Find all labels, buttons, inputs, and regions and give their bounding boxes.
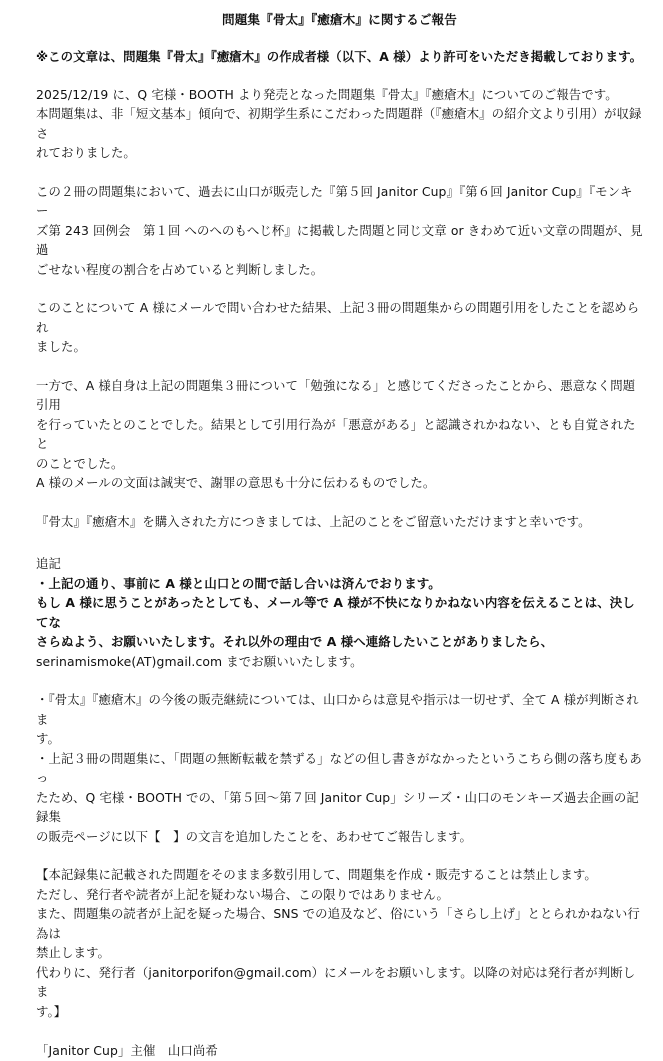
postscript-item-notice-added [36, 749, 643, 847]
postscript-section [36, 554, 643, 671]
quoted-terms-line: す。】 [36, 1003, 67, 1019]
quoted-terms [36, 865, 643, 1021]
buyer-notice-paragraph [36, 512, 643, 532]
quoted-terms-line: また、問題集の読者が上記を疑った場合、SNS での追及など、俗にいう「さらし上げ」ととられかねない行為は [36, 906, 640, 941]
inquiry-paragraph [36, 298, 643, 357]
postscript-item-line: の販売ページに以下【 】の文言を追加したことを、あわせてご報告します。 [36, 828, 472, 844]
postscript-item-line: ・上記３冊の問題集に、「問題の無断転載を禁ずる」などの但し書きがなかったというこちら側の落ち度もあっ [36, 750, 642, 785]
intent-line: を行っていたとのことでした。結果として引用行為が「悪意がある」と認識されかねない、とも自覚されたと [36, 416, 636, 451]
postscript-item-sales [36, 690, 643, 749]
intro-line: 本問題集は、非「短文基本」傾向で、初期学生系にこだわった問題群（『癒瘡木』の紹介文より引用）が収録さ [36, 106, 642, 141]
contact-email-line: serinamismoke(AT)gmail.com までお願いいたします。 [36, 653, 363, 669]
finding-paragraph [36, 182, 643, 280]
document-title: 問題集『骨太』『癒瘡木』に関するご報告 [222, 12, 457, 27]
postscript-bold-line: もし A 様に思うことがあったとしても、メール等で A 様が不快になりかねない内容を伝えることは、決してな [36, 595, 635, 630]
postscript-item-line: ・『骨太』『癒瘡木』の今後の販売継続については、山口からは意見や指示は一切せず、全て A 様が判断されま [36, 692, 639, 727]
inquiry-line: ました。 [36, 339, 86, 354]
quoted-terms-line: ただし、発行者や読者が上記を疑わない場合、この限りではありません。 [36, 886, 449, 902]
finding-line: ごせない程度の割合を占めていると判断しました。 [36, 261, 324, 277]
finding-line: この２冊の問題集において、過去に山口が販売した『第５回 Janitor Cup』『第６回 Janitor Cup』『モンキー [36, 183, 633, 218]
postscript-bold-line: ・上記の通り、事前に A 様と山口との間で話し合いは済んでおります。 [36, 575, 441, 591]
signature [36, 1041, 643, 1061]
quoted-terms-line: 禁止します。 [36, 945, 110, 960]
intent-line: A 様のメールの文面は誠実で、謝罪の意思も十分に伝わるものでした。 [36, 475, 436, 490]
postscript-bold-line: さらぬよう、お願いいたします。それ以外の理由で A 様へ連絡したいことがありましたら、 [36, 634, 554, 649]
signature-line: 「Janitor Cup」主催 山口尚希 [36, 1043, 218, 1058]
quoted-terms-line: 代わりに、発行者（janitorporifon@gmail.com）にメールをお願いします。以降の対応は発行者が判断しま [36, 964, 636, 999]
buyer-notice-line: 『骨太』『癒瘡木』を購入された方につきましては、上記のことをご留意いただけますと幸いです。 [36, 513, 591, 529]
postscript-item-line: す。 [36, 731, 60, 746]
intro-paragraph [36, 85, 643, 163]
intro-line: れておりました。 [36, 145, 136, 160]
intro-line: 2025/12/19 に、Q 宅様・BOOTH より発売となった問題集『骨太』『癒瘡木』についてのご報告です。 [36, 86, 618, 102]
finding-line: ズ第 243 回例会 第１回 へのへのもへじ杯』に掲載した問題と同じ文章 or きわめて近い文章の問題が、見過 [36, 222, 643, 257]
postscript-heading: 追記 [36, 556, 61, 571]
inquiry-line: このことについて A 様にメールで問い合わせた結果、上記３冊の問題集からの問題引用をしたことを認められ [36, 300, 640, 335]
permission-notice: ※この文章は、問題集『骨太』『癒瘡木』の作成者様（以下、A 様）より許可をいただき掲載しております。 [36, 49, 643, 64]
postscript-item-line: たため、Q 宅様・BOOTH での、「第５回～第７回 Janitor Cup」シリーズ・山口のモンキーズ過去企画の記録集 [36, 789, 639, 824]
quoted-terms-line: 【本記録集に記載された問題をそのまま多数引用して、問題集を作成・販売することは禁止します。 [36, 867, 597, 882]
intent-line: のことでした。 [36, 455, 124, 471]
intent-line: 一方で、A 様自身は上記の問題集３冊について「勉強になる」と感じてくださったことから、悪意なく問題引用 [36, 377, 636, 412]
intent-paragraph [36, 376, 643, 493]
